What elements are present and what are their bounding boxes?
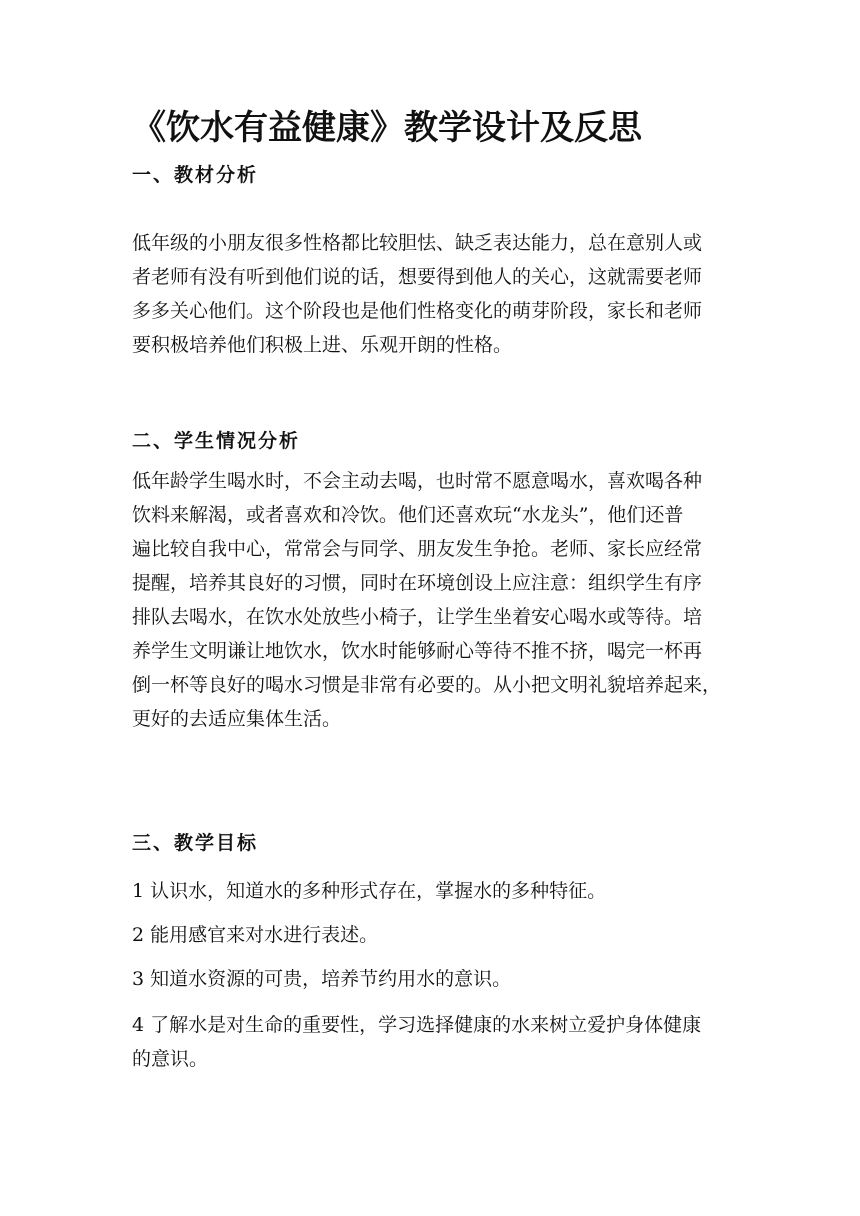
paragraph-line: 饮料来解渴，或者喜欢和冷饮。他们还喜欢玩“水龙头”，他们还普 <box>132 504 684 526</box>
section-heading-teaching-goals: 三、教学目标 <box>132 832 259 854</box>
section-heading-student-analysis: 二、学生情况分析 <box>132 430 301 452</box>
section-heading-textbook-analysis: 一、教材分析 <box>132 164 259 186</box>
paragraph-line: 低年级的小朋友很多性格都比较胆怯、缺乏表达能力，总在意别人或 <box>132 232 703 254</box>
section-paragraph-textbook-analysis <box>132 226 742 362</box>
paragraph-line: 更好的去适应集体生活。 <box>132 708 342 730</box>
goal-line: 1 认识水，知道水的多种形式存在，掌握水的多种特征。 <box>132 880 607 902</box>
paragraph-line: 遍比较自我中心，常常会与同学、朋友发生争抢。老师、家长应经常 <box>132 538 703 560</box>
paragraph-line: 排队去喝水，在饮水处放些小椅子，让学生坐着安心喝水或等待。培 <box>132 606 703 628</box>
paragraph-line: 低年龄学生喝水时，不会主动去喝，也时常不愿意喝水，喜欢喝各种 <box>132 470 703 492</box>
goal-line: 2 能用感官来对水进行表述。 <box>132 924 379 946</box>
goal-line: 3 知道水资源的可贵，培养节约用水的意识。 <box>132 968 512 990</box>
paragraph-line: 要积极培养他们积极上进、乐观开朗的性格。 <box>132 334 513 356</box>
goal-line: 的意识。 <box>132 1048 209 1070</box>
section-paragraph-student-analysis <box>132 464 742 736</box>
goal-line: 4 了解水是对生命的重要性，学习选择健康的水来树立爱护身体健康 <box>132 1014 702 1036</box>
goal-item-2 <box>132 918 742 952</box>
paragraph-line: 者老师有没有听到他们说的话，想要得到他人的关心，这就需要老师 <box>132 266 703 288</box>
document-title: 《饮水有益健康》教学设计及反思 <box>132 108 642 148</box>
goal-item-4 <box>132 1008 742 1076</box>
goal-item-1 <box>132 874 742 908</box>
paragraph-line: 多多关心他们。这个阶段也是他们性格变化的萌芽阶段，家长和老师 <box>132 300 703 322</box>
paragraph-line: 提醒，培养其良好的习惯，同时在环境创设上应注意：组织学生有序 <box>132 572 703 594</box>
goal-item-3 <box>132 962 742 996</box>
paragraph-line: 养学生文明谦让地饮水，饮水时能够耐心等待不推不挤，喝完一杯再 <box>132 640 703 662</box>
paragraph-line: 倒一杯等良好的喝水习惯是非常有必要的。从小把文明礼貌培养起来， <box>132 674 722 696</box>
